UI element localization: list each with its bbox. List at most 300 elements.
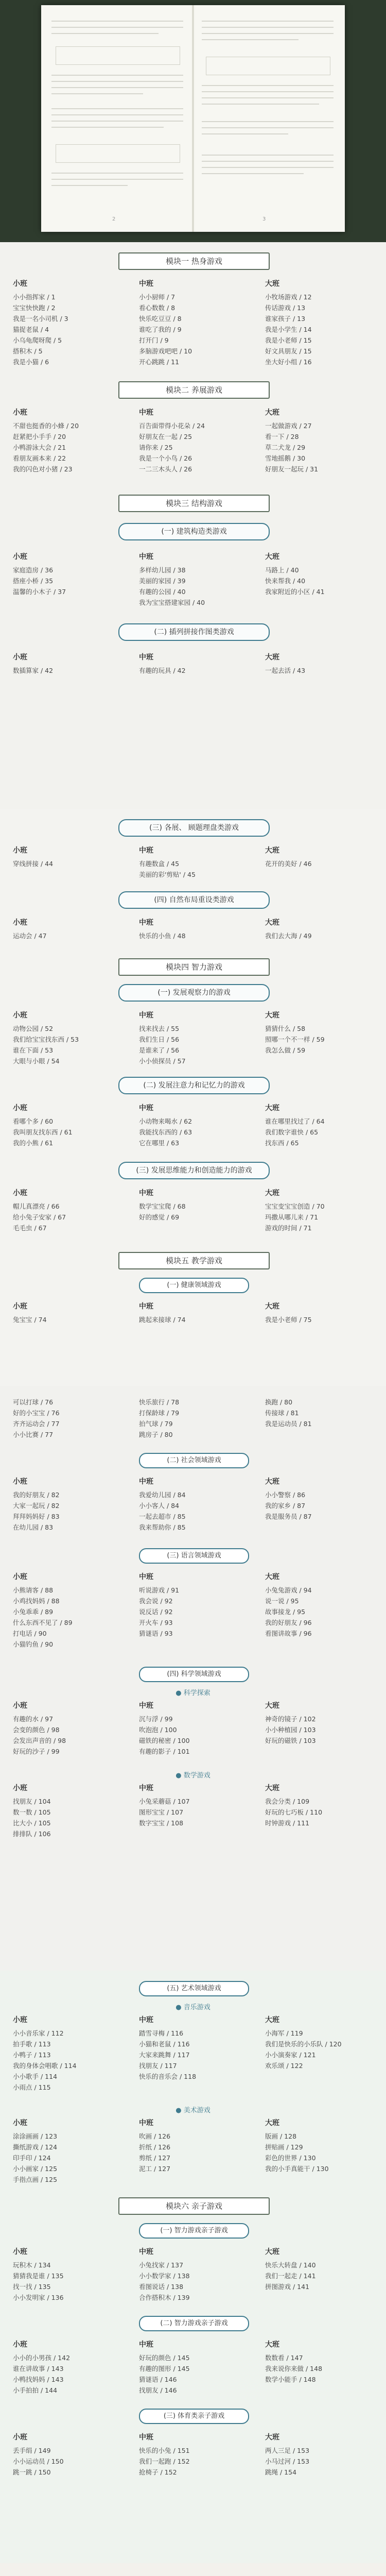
level-heading: 小班 [13, 653, 27, 662]
toc-entry: 可以打球 / 76 [13, 1398, 54, 1406]
toc-entry: 给小兔子安家 / 67 [13, 1213, 66, 1221]
level-column [265, 1700, 383, 1746]
sub-banner: (二) 智力游戏亲子游戏 [139, 2316, 249, 2331]
level-heading: 小班 [13, 1573, 27, 1581]
level-column [265, 917, 383, 941]
sub-banner: (四) 科学领域游戏 [139, 1667, 249, 1682]
toc-entry: 找一找 / 135 [13, 2283, 51, 2291]
toc-entry: 好朋友在一起 / 25 [139, 433, 192, 440]
level-column [139, 917, 257, 941]
toc-entry: 我的身体会唱歌 / 114 [13, 2062, 77, 2070]
toc-entry: 排排队 / 106 [13, 1830, 51, 1838]
level-heading: 大班 [265, 553, 279, 561]
toc-entry: 数数看 / 147 [265, 2354, 303, 2362]
toc-entry: 好玩的七巧板 / 110 [265, 1808, 323, 1816]
level-column [139, 1700, 257, 1757]
toc-entry: 我是一名小司机 / 3 [13, 315, 68, 323]
toc-entry: 家庭造房 / 36 [13, 566, 54, 574]
module-banner: 模块一 热身游戏 [118, 252, 270, 270]
toc-entry: 合作搭积木 / 139 [139, 2294, 190, 2301]
level-column [13, 845, 131, 869]
sub-banner: (三) 各展、 顾题理盘类游戏 [118, 819, 270, 837]
level-heading: 小班 [13, 553, 27, 561]
toc-entry: 有趣的公园 / 40 [139, 588, 186, 596]
text-line [51, 87, 183, 88]
level-heading: 小班 [13, 2016, 27, 2024]
level-column [13, 2571, 131, 2576]
text-line [202, 173, 304, 174]
toc-entry: 吹泡泡 / 100 [139, 1726, 177, 1734]
text-line [51, 81, 183, 82]
open-book-photo [41, 5, 345, 232]
toc-entry: 温馨的小木子 / 37 [13, 588, 66, 596]
toc-entry: 小小数学家 / 138 [139, 2272, 190, 2280]
toc-entry: 拍手歌 / 113 [13, 2040, 51, 2048]
level-heading: 中班 [139, 553, 153, 561]
toc-entry: 快乐的小兔 / 151 [139, 2447, 190, 2454]
level-column [139, 1103, 257, 1148]
toc-entry: 泥工 / 127 [139, 2165, 171, 2173]
level-column [139, 1188, 257, 1223]
toc-entry: 兔宝宝 / 74 [13, 1316, 47, 1324]
level-column [139, 551, 257, 608]
level-column [13, 1188, 131, 1233]
level-heading: 中班 [139, 919, 153, 927]
toc-entry: 小鸭找妈妈 / 143 [13, 2376, 64, 2383]
toc-entry: 快乐的小鱼 / 48 [139, 932, 186, 940]
level-heading: 小班 [13, 1302, 27, 1311]
toc-entry: 小小比赛 / 77 [13, 1431, 54, 1438]
toc-entry: 数学宝宝爬 / 68 [139, 1202, 186, 1210]
level-column [265, 1103, 383, 1148]
toc-entry: 会变的颜色 / 98 [13, 1726, 60, 1734]
toc-entry: 小牧场游戏 / 12 [265, 293, 312, 301]
toc-entry: 小马过河 / 153 [265, 2458, 310, 2465]
toc-entry: 小小音乐家 / 112 [13, 2029, 64, 2037]
level-column [139, 2246, 257, 2303]
toc-entry: 换跑 / 80 [265, 1398, 293, 1406]
content-box [56, 144, 180, 163]
toc-entry: 小鸡找妈妈 / 88 [13, 1597, 60, 1605]
toc-entry: 我的好朋友 / 96 [265, 1619, 312, 1626]
toc-entry: 猜猜我是谁 / 135 [13, 2272, 64, 2280]
text-line [51, 27, 183, 28]
toc-entry: 多样幼儿园 / 38 [139, 566, 186, 574]
toc-entry: 神奇的镜子 / 102 [265, 1715, 316, 1723]
toc-entry: 照哪一个不一样 / 59 [265, 1036, 325, 1043]
toc-entry: 它在哪里 / 63 [139, 1139, 180, 1147]
toc-entry: 小乌龟爬呀爬 / 5 [13, 336, 62, 344]
toc-entry: 图形宝宝 / 107 [139, 1808, 184, 1816]
text-line [202, 121, 334, 122]
toc-entry: 小小运动员 / 150 [13, 2458, 64, 2465]
text-line [202, 39, 299, 40]
toc-entry: 猜谜语 / 93 [139, 1630, 173, 1637]
text-line [51, 173, 183, 174]
toc-entry: 什么东西不见了 / 89 [13, 1619, 73, 1626]
text-line [202, 33, 334, 34]
toc-entry: 齐齐运动会 / 77 [13, 1420, 60, 1428]
toc-entry: 故事接龙 / 95 [265, 1608, 306, 1616]
text-line [202, 21, 334, 22]
level-column [13, 2014, 131, 2093]
toc-entry: 有趣的水 / 97 [13, 1715, 54, 1723]
toc-entry: 小手拍拍 / 144 [13, 2386, 58, 2394]
toc-entry: 看哪个多 / 60 [13, 1117, 54, 1125]
toc-entry: 传话游戏 / 13 [265, 304, 306, 312]
toc-entry: 我家附近的小区 / 41 [265, 588, 325, 596]
toc-entry: 时钟游戏 / 111 [265, 1819, 310, 1827]
toc-entry: 我是运动员 / 81 [265, 1420, 312, 1428]
toc-entry: 我是服务员 / 87 [265, 1513, 312, 1520]
toc-page-4 [0, 1971, 386, 2563]
level-heading: 中班 [139, 409, 153, 417]
toc-entry: 两人三足 / 153 [265, 2447, 310, 2454]
toc-entry: 一二三木头人 / 26 [139, 465, 192, 473]
toc-page-2 [0, 809, 386, 1386]
toc-entry: 是谁来了 / 56 [139, 1046, 180, 1054]
toc-entry [13, 2574, 131, 2576]
text-line [51, 75, 183, 76]
text-line [202, 91, 334, 92]
level-column [13, 278, 131, 367]
sub-banner: (三) 语言领域游戏 [139, 1548, 249, 1564]
level-column [139, 407, 257, 474]
level-column [139, 2339, 257, 2396]
level-column [13, 2339, 131, 2396]
sub-banner: (一) 智力游戏亲子游戏 [139, 2223, 249, 2239]
toc-entry: 小海军 / 119 [265, 2029, 303, 2037]
toc-entry: 草二犬龙 / 29 [265, 444, 306, 451]
text-line [202, 127, 334, 128]
toc-entry: 玩积木 / 134 [13, 2261, 51, 2269]
toc-entry: 小小侦探员 / 57 [139, 1057, 186, 1065]
level-heading: 中班 [139, 2119, 153, 2127]
module-banner: 模块四 智力游戏 [118, 958, 270, 976]
level-column [265, 2571, 383, 2576]
level-column [139, 1010, 257, 1066]
toc-entry: 涂涂画画 / 123 [13, 2132, 58, 2140]
toc-entry: 欢乐颂 / 122 [265, 2062, 303, 2070]
toc-page-1 [0, 242, 386, 809]
text-line [51, 33, 159, 34]
text-line [202, 155, 334, 156]
toc-entry [139, 2574, 257, 2576]
level-heading: 大班 [265, 1573, 279, 1581]
level-column [139, 1783, 257, 1828]
level-column [139, 652, 257, 676]
toc-entry: 开心跳跳 / 11 [139, 358, 180, 366]
book-right-page [196, 10, 340, 224]
level-heading: 中班 [139, 280, 153, 288]
toc-entry: 我的家乡 / 87 [265, 1502, 306, 1510]
toc-entry: 多脑游戏吧吧 / 10 [139, 347, 192, 355]
toc-entry: 沉与浮 / 99 [139, 1715, 173, 1723]
toc-entry: 小小发明家 / 136 [13, 2294, 64, 2301]
toc-entry: 说反话 / 92 [139, 1608, 173, 1616]
level-column [265, 2117, 383, 2174]
toc-entry: 拼图游戏 / 141 [265, 2283, 310, 2291]
toc-entry: 小鸭游泳大会 / 21 [13, 444, 66, 451]
toc-entry: 有趣的图形 / 145 [139, 2365, 190, 2372]
level-column [265, 551, 383, 597]
toc-entry: 小小画家 / 125 [13, 2165, 58, 2173]
toc-entry: 我们数字谁快 / 65 [265, 1128, 319, 1136]
toc-entry: 跳房子 / 80 [139, 1431, 173, 1438]
text-line [202, 161, 334, 162]
level-column [13, 1476, 131, 1533]
toc-entry: 小兔兔游戏 / 94 [265, 1586, 312, 1594]
level-column [265, 2339, 383, 2385]
toc-entry: 在幼儿园 / 83 [13, 1523, 54, 1531]
toc-entry: 宝宝变宝宝创造 / 70 [265, 1202, 325, 1210]
toc-entry: 我为宝宝搭建家园 / 40 [139, 599, 205, 606]
text-line [202, 97, 334, 98]
toc-entry: 我的小手真能干 / 130 [265, 2165, 329, 2173]
toc-entry: 快乐旅行 / 78 [139, 1398, 180, 1406]
toc-entry: 小动物来喝水 / 62 [139, 1117, 192, 1125]
sub-banner: (四) 自然布局重设类游戏 [118, 891, 270, 909]
level-heading: 大班 [265, 2433, 279, 2442]
toc-entry: 看图讲故事 / 96 [265, 1630, 312, 1637]
level-heading: 大班 [265, 1302, 279, 1311]
toc-entry: 找东西 / 65 [265, 1139, 299, 1147]
level-heading: 小班 [13, 1478, 27, 1486]
toc-entry: 一起去活 / 43 [265, 667, 306, 674]
text-line [51, 93, 143, 94]
toc-page-3 [0, 1386, 386, 1971]
module-banner: 模块三 结构游戏 [118, 495, 270, 512]
toc-entry: 好玩的沙子 / 99 [13, 1748, 60, 1755]
book-gutter [192, 5, 194, 232]
level-heading: 小班 [13, 1189, 27, 1197]
level-column [265, 1010, 383, 1056]
page-number: 2 [112, 216, 116, 222]
toc-entry: 传接球 / 81 [265, 1409, 299, 1417]
toc-entry: 我是小猫 / 6 [13, 358, 49, 366]
toc-entry: 剪纸 / 127 [139, 2154, 171, 2162]
toc-entry: 彩色的世界 / 130 [265, 2154, 316, 2162]
toc-entry: 小小厨师 / 7 [139, 293, 176, 301]
toc-entry: 版画 / 128 [265, 2132, 297, 2140]
level-heading: 大班 [265, 846, 279, 855]
module-banner: 模块六 亲子游戏 [118, 2197, 270, 2215]
toc-entry: 我爱幼儿园 / 84 [139, 1491, 186, 1499]
toc-entry: 我来说你来做 / 148 [265, 2365, 323, 2372]
book-left-page [45, 10, 189, 224]
level-column [13, 2246, 131, 2303]
sub-banner: (一) 发展观察力的游戏 [118, 984, 270, 1002]
level-heading: 小班 [13, 1784, 27, 1792]
toc-entry: 我是小老师 / 75 [265, 1316, 312, 1324]
toc-entry: 小兔乖乖 / 89 [13, 1608, 54, 1616]
level-heading: 大班 [265, 1189, 279, 1197]
level-heading: 中班 [139, 2016, 153, 2024]
level-column [13, 2117, 131, 2185]
text-line [51, 127, 164, 128]
toc-entry: 谁在讲故事 / 143 [13, 2365, 64, 2372]
level-column [13, 652, 131, 676]
toc-entry: 好玩的磁铁 / 103 [265, 1737, 316, 1744]
toc-entry: 我是一个小鸟 / 26 [139, 454, 192, 462]
toc-entry: 大家来跳舞 / 117 [139, 2051, 190, 2059]
level-heading: 中班 [139, 846, 153, 855]
toc-entry: 我们一起走 / 141 [265, 2272, 316, 2280]
level-column [139, 1476, 257, 1533]
category-note: ● 美术游戏 [176, 2107, 210, 2114]
toc-entry: 好的感觉 / 69 [139, 1213, 180, 1221]
toc-entry: 折纸 / 126 [139, 2143, 171, 2151]
toc-entry: 跳绳 / 154 [265, 2468, 297, 2476]
level-column [13, 551, 131, 597]
level-heading: 小班 [13, 280, 27, 288]
toc-entry: 拍气球 / 79 [139, 1420, 173, 1428]
toc-page-5 [0, 2563, 386, 2576]
toc-entry: 玛撒从哪儿来 / 71 [265, 1213, 319, 1221]
toc-entry: 穿线拼接 / 44 [13, 860, 54, 868]
toc-entry: 我们是快乐的小乐队 / 120 [265, 2040, 342, 2048]
toc-entry: 我们去大海 / 49 [265, 932, 312, 940]
toc-entry: 赶紧把小手手 / 20 [13, 433, 66, 440]
toc-entry: 数字宝宝 / 108 [139, 1819, 184, 1827]
toc-entry: 百告面带得小花朵 / 24 [139, 422, 205, 430]
toc-entry: 坐大好小组 / 16 [265, 358, 312, 366]
level-column [139, 845, 257, 880]
toc-entry: 快乐吃豆豆 / 8 [139, 315, 182, 323]
toc-entry: 说一说 / 95 [265, 1597, 299, 1605]
toc-entry: 我的好朋友 / 82 [13, 1491, 60, 1499]
toc-entry: 会发出声音的 / 98 [13, 1737, 66, 1744]
text-line [51, 108, 183, 109]
toc-entry: 好朋友一起玩 / 31 [265, 465, 319, 473]
toc-entry: 快乐的音乐会 / 118 [139, 2073, 197, 2080]
level-heading: 大班 [265, 2016, 279, 2024]
level-column [139, 2117, 257, 2174]
toc-entry: 小小指挥家 / 1 [13, 293, 56, 301]
toc-entry: 我来帮助你 / 85 [139, 1523, 186, 1531]
toc-entry: 谁吃了我的 / 9 [139, 326, 182, 333]
toc-entry: 比大小 / 105 [13, 1819, 51, 1827]
toc-entry: 看心数数 / 8 [139, 304, 176, 312]
sub-banner: (二) 社会领域游戏 [139, 1453, 249, 1468]
level-column [265, 845, 383, 869]
toc-entry: 拼贴画 / 129 [265, 2143, 303, 2151]
toc-entry: 快来帮我 / 40 [265, 577, 306, 585]
level-column [139, 2432, 257, 2478]
level-heading: 大班 [265, 1702, 279, 1710]
toc-entry: 吹画 / 126 [139, 2132, 171, 2140]
toc-entry: 我的闪色对小猪 / 23 [13, 465, 73, 473]
toc-entry: 运动会 / 47 [13, 932, 47, 940]
level-heading: 小班 [13, 919, 27, 927]
toc-entry: 谁在下面 / 53 [13, 1046, 54, 1054]
level-column [13, 1394, 131, 1440]
toc-entry: 好玩的颜色 / 145 [139, 2354, 190, 2362]
toc-entry: 打电话 / 90 [13, 1630, 47, 1637]
level-heading: 大班 [265, 653, 279, 662]
toc-entry: 有趣的影子 / 101 [139, 1748, 190, 1755]
level-column [265, 1301, 383, 1325]
toc-entry: 我会分类 / 109 [265, 1798, 310, 1805]
toc-entry: 数插算家 / 42 [13, 667, 54, 674]
toc-entry: 马路上 / 40 [265, 566, 299, 574]
toc-entry: 我是小学生 / 14 [265, 326, 312, 333]
toc-entry: 大家一起玩 / 82 [13, 1502, 60, 1510]
level-column [265, 2014, 383, 2071]
level-column [13, 917, 131, 941]
toc-entry: 好文具朋友 / 15 [265, 347, 312, 355]
sub-banner: (二) 插列拼接作图类游戏 [118, 623, 270, 641]
toc-entry: 小兔采蘑菇 / 107 [139, 1798, 190, 1805]
toc-entry: 小小歌手 / 114 [13, 2073, 58, 2080]
category-note: ● 科学探索 [176, 1689, 210, 1697]
text-line [51, 121, 183, 122]
level-column [13, 1783, 131, 1839]
toc-entry: 找朋友 / 146 [139, 2386, 177, 2394]
toc-entry: 大眼与小眼 / 54 [13, 1057, 60, 1065]
level-heading: 中班 [139, 1189, 153, 1197]
level-heading: 中班 [139, 2341, 153, 2349]
level-heading: 中班 [139, 1104, 153, 1112]
toc-entry: 快乐大转盘 / 140 [265, 2261, 316, 2269]
toc-entry: 找朋友 / 104 [13, 1798, 51, 1805]
toc-entry: 谁在哪里找过了 / 64 [265, 1117, 325, 1125]
text-line [51, 185, 128, 186]
level-heading: 中班 [139, 1573, 153, 1581]
level-heading: 大班 [265, 1784, 279, 1792]
level-heading: 小班 [13, 2433, 27, 2442]
level-heading: 中班 [139, 1011, 153, 1020]
toc-entry: 我怎么做 / 59 [265, 1046, 306, 1054]
book-photo-strip [0, 0, 386, 242]
level-column [139, 1394, 257, 1440]
toc-entry: 小小客人 / 84 [139, 1502, 180, 1510]
level-heading: 大班 [265, 2248, 279, 2256]
toc-entry: 打开门 / 9 [139, 336, 169, 344]
text-line [202, 104, 319, 105]
toc-entry: 游戏的时间 / 71 [265, 1224, 312, 1232]
toc-entry: 我是小老师 / 15 [265, 336, 312, 344]
toc-entry: 看朋友画本来 / 22 [13, 454, 66, 462]
text-line [202, 85, 334, 86]
level-heading: 大班 [265, 919, 279, 927]
toc-entry: 我们生日 / 56 [139, 1036, 180, 1043]
level-heading: 小班 [13, 1104, 27, 1112]
toc-entry: 打保龄球 / 79 [139, 1409, 180, 1417]
toc-entry: 猜谜语 / 146 [139, 2376, 177, 2383]
level-column [13, 1700, 131, 1757]
toc-entry: 我们给宝宝找东西 / 53 [13, 1036, 79, 1043]
level-column [265, 1476, 383, 1522]
toc-entry: 我叫朋友找东西 / 61 [13, 1128, 73, 1136]
level-column [265, 1188, 383, 1233]
toc-entry: 请你来 / 25 [139, 444, 173, 451]
text-line [51, 21, 183, 22]
toc-entry: 毛毛虫 / 67 [13, 1224, 47, 1232]
level-heading: 大班 [265, 2119, 279, 2127]
sub-banner: (一) 健康领域游戏 [139, 1278, 249, 1293]
toc-entry: 拜拜妈妈好 / 83 [13, 1513, 60, 1520]
toc-entry: 跳起来接球 / 74 [139, 1316, 186, 1324]
level-heading: 中班 [139, 2433, 153, 2442]
sub-banner: (三) 发展思维能力和创造能力的游戏 [118, 1162, 270, 1179]
toc-entry: 小猫钓鱼 / 90 [13, 1640, 54, 1648]
page-number: 3 [262, 216, 266, 222]
toc-entry: 小雨点 / 115 [13, 2083, 51, 2091]
sub-banner: (三) 体育类亲子游戏 [139, 2409, 249, 2424]
toc-entry: 听说游戏 / 91 [139, 1586, 180, 1594]
level-heading: 小班 [13, 846, 27, 855]
